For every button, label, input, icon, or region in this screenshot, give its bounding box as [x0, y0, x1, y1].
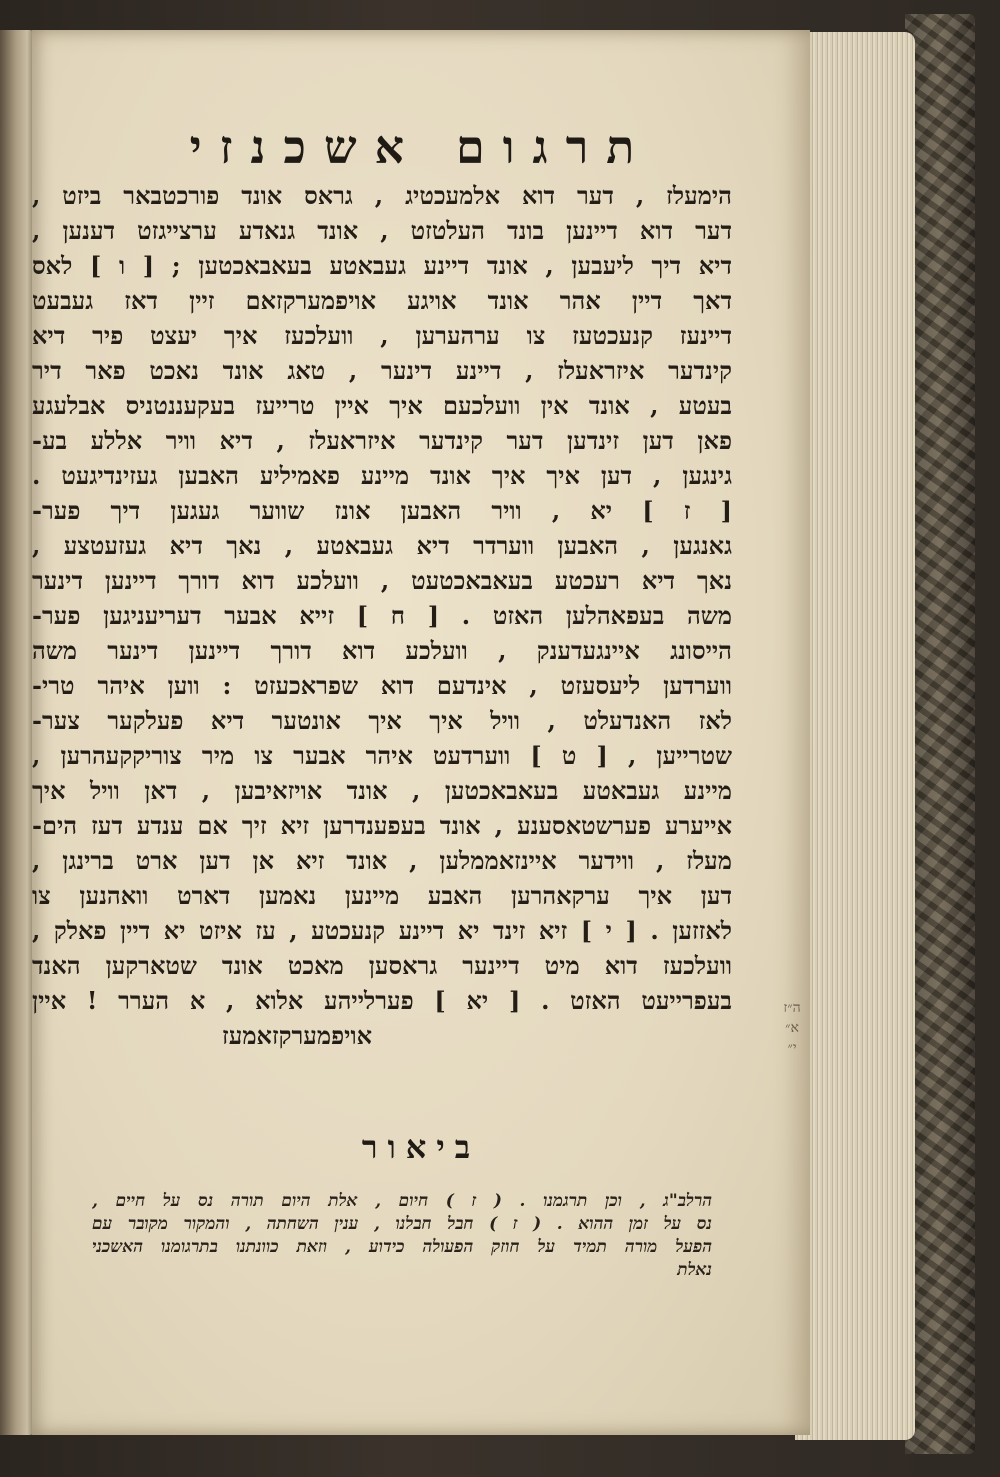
text-line: נאך דיא רעכטע בעאבאכטעט , וועלכע דוא דורך דיינען דינער	[32, 566, 732, 595]
page-edges	[795, 32, 915, 1440]
text-line: ווערדען ליעסעזט , אינדעם דוא שפראכעזט : ווען איהר טרי-	[32, 671, 732, 700]
text-line: דיינעז קנעכטעז צו ערהערען , וועלכעז איך יעצט פיר דיא	[32, 321, 732, 350]
section-title-biur: ביאור	[361, 1128, 481, 1166]
margin-mark: י״	[787, 1040, 797, 1056]
text-line: מיינע געבאטע בעאבאכטען , אונד אויזאיבען , דאן וויל איך	[32, 776, 732, 805]
text-line: הייסונג איינגעדענק , וועלכע דוא דורך דיינען דינער משה	[32, 636, 732, 665]
text-line: אייערע פערשטאסענע , אונד בעפענדרען זיא זיך אם ענדע דעז הים-	[32, 811, 732, 840]
text-line: הימעלז , דער דוא אלמעכטיג , גראס אונד פורכטבאר ביזט ,	[32, 181, 732, 210]
text-line: דאך דיין אהר אונד אויגע אויפמערקזאם זיין דאז געבעט	[32, 286, 732, 315]
text-line: אויפמערקזאמעז	[222, 1021, 372, 1050]
text-line: גינגען , דען איך איך אונד מיינע פאמיליע האבען געזינדיגעט .	[32, 461, 732, 490]
commentary-text	[92, 1190, 712, 1282]
text-line: לאזזען . [ י ] זיא זינד יא דיינע קנעכטע , עז איזט יא דיין פאלק ,	[32, 916, 732, 945]
marbled-cover	[905, 14, 975, 1454]
book-page	[32, 30, 810, 1435]
text-line: דער דוא דיינען בונד העלטזט , אונד גנאדע ערצייגזט דענען ,	[32, 216, 732, 245]
text-line: בעטע , אונד אין וועלכעם איך איין טרייעז בעקעננטניס אבלעגע	[32, 391, 732, 420]
commentary-line: נס על זמן ההוא . ( ז ) חבל חבלנו , ענין השחתה , והמקור מקובר עם	[92, 1214, 712, 1234]
text-line: קינדער איזראעלז , דיינע דינער , טאג אונד נאכט פאר דיר	[32, 356, 732, 385]
page-heading: תרגום אשכנזי	[189, 120, 653, 174]
text-line: לאז האנדעלט , וויל איך איך אונטער דיא פעלקער צער-	[32, 706, 732, 735]
text-line: פאן דען זינדען דער קינדער איזראעלז , דיא וויר אללע בע-	[32, 426, 732, 455]
text-line: בעפרייעט האזט . [ יא ] פערלייהע אלוא , א הערר ! איין	[32, 986, 732, 1015]
margin-mark: ה״ז	[783, 1000, 801, 1016]
left-page-edge	[0, 30, 34, 1435]
text-line: מעלז , ווידער איינזאממלען , אונד זיא אן דען ארט ברינגן ,	[32, 846, 732, 875]
text-line: וועלכעז דוא מיט דיינער גראסען מאכט אונד שטארקען האנד	[32, 951, 732, 980]
commentary-line: הפעל מורה תמיד על חוזק הפעולה כידוע , וזאת כוונתנו בתרגומנו האשכני	[92, 1237, 712, 1257]
commentary-line: נאלת	[677, 1260, 712, 1280]
text-line: גאנגען , האבען ווערדר דיא געבאטע , נאך דיא געזעטצע ,	[32, 531, 732, 560]
main-text	[32, 178, 732, 1053]
text-line: שטרייען , [ ט ] ווערדעט איהר אבער צו מיר צוריקקעהרען ,	[32, 741, 732, 770]
text-line: [ ז ] יא , וויר האבען אונז שווער געגען דיך פער-	[32, 496, 732, 525]
margin-mark: א״	[785, 1020, 799, 1036]
text-line: משה בעפאהלען האזט . [ ח ] זייא אבער דעריעניגען פער-	[32, 601, 732, 630]
text-line: דען איך ערקאהרען האבע מיינען נאמען דארט וואהנען צו	[32, 881, 732, 910]
commentary-line: הרלב"ג , וכן תרגמנו . ( ז ) חיום , אלת היום תורה נס על חיים ,	[92, 1191, 712, 1211]
margin-annotation	[772, 998, 812, 1078]
text-line: דיא דיך ליעבען , אונד דיינע געבאטע בעאבאכטען ; [ ו ] לאס	[32, 251, 732, 280]
